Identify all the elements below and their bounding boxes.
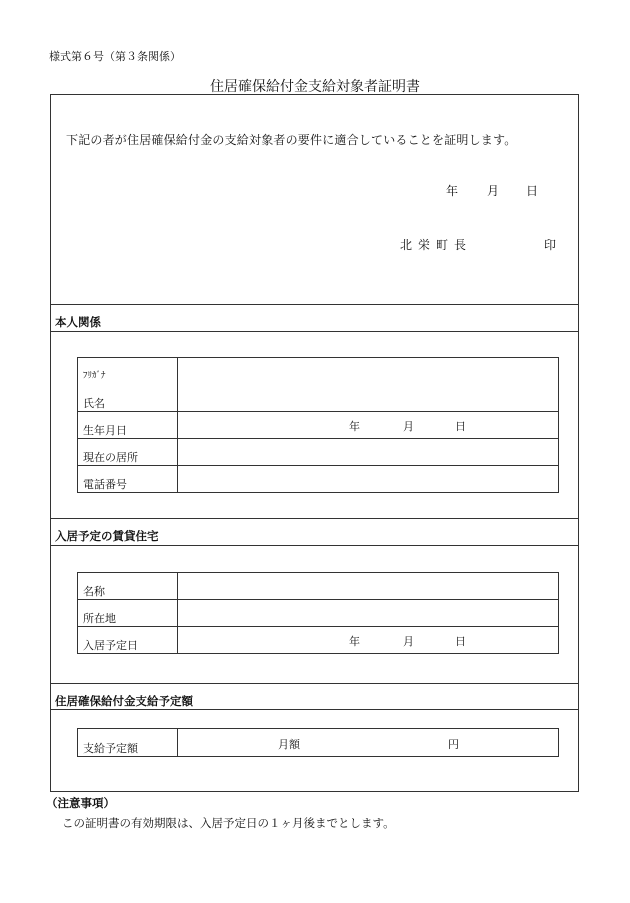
notes-text: この証明書の有効期限は、入居予定日の１ヶ月後までとします。 <box>62 816 395 830</box>
birthdate-label: 生年月日 <box>78 412 178 439</box>
housing-name-field[interactable] <box>178 573 559 600</box>
phone-label: 電話番号 <box>78 466 178 493</box>
cert-day: 日 <box>526 184 539 198</box>
section-heading-benefit: 住居確保給付金支給予定額 <box>55 694 193 708</box>
divider <box>50 683 579 684</box>
notes-heading: （注意事項） <box>46 796 115 810</box>
furigana-label: ﾌﾘｶﾞﾅ <box>83 371 106 381</box>
cert-month: 月 <box>487 184 500 198</box>
address-label: 現在の居所 <box>78 439 178 466</box>
address-field[interactable] <box>178 439 559 466</box>
birth-year: 年 <box>349 420 360 433</box>
divider <box>50 331 579 332</box>
form-number: 様式第６号（第３条関係） <box>49 50 181 63</box>
divider <box>50 518 579 519</box>
divider <box>50 709 579 710</box>
section-heading-person: 本人関係 <box>55 315 101 329</box>
amount-field[interactable] <box>178 729 559 757</box>
name-field[interactable] <box>178 358 559 412</box>
name-label: 氏名 <box>83 397 105 410</box>
divider <box>50 304 579 305</box>
move-in-month: 月 <box>403 635 414 648</box>
birth-month: 月 <box>403 420 414 433</box>
benefit-table <box>77 728 559 757</box>
move-in-field[interactable] <box>178 627 559 654</box>
location-field[interactable] <box>178 600 559 627</box>
move-in-year: 年 <box>349 635 360 648</box>
phone-field[interactable] <box>178 466 559 493</box>
cert-year: 年 <box>446 184 459 198</box>
move-in-label: 入居予定日 <box>78 627 178 654</box>
move-in-day: 日 <box>455 635 466 648</box>
birthdate-field[interactable] <box>178 412 559 439</box>
housing-table <box>77 572 559 654</box>
yen-unit: 円 <box>448 738 459 751</box>
document-title: 住居確保給付金支給対象者証明書 <box>210 79 420 95</box>
seal-mark: 印 <box>544 238 557 252</box>
certification-statement: 下記の者が住居確保給付金の支給対象者の要件に適合していることを証明します。 <box>66 133 517 147</box>
divider <box>50 545 579 546</box>
birth-day: 日 <box>455 420 466 433</box>
person-table <box>77 357 559 493</box>
location-label: 所在地 <box>78 600 178 627</box>
monthly-label: 月額 <box>278 738 300 751</box>
section-heading-housing: 入居予定の賃貸住宅 <box>55 529 159 543</box>
amount-label: 支給予定額 <box>78 729 178 757</box>
issuer-title: 北栄町長 <box>400 238 473 252</box>
housing-name-label: 名称 <box>78 573 178 600</box>
name-label-cell <box>78 358 178 412</box>
